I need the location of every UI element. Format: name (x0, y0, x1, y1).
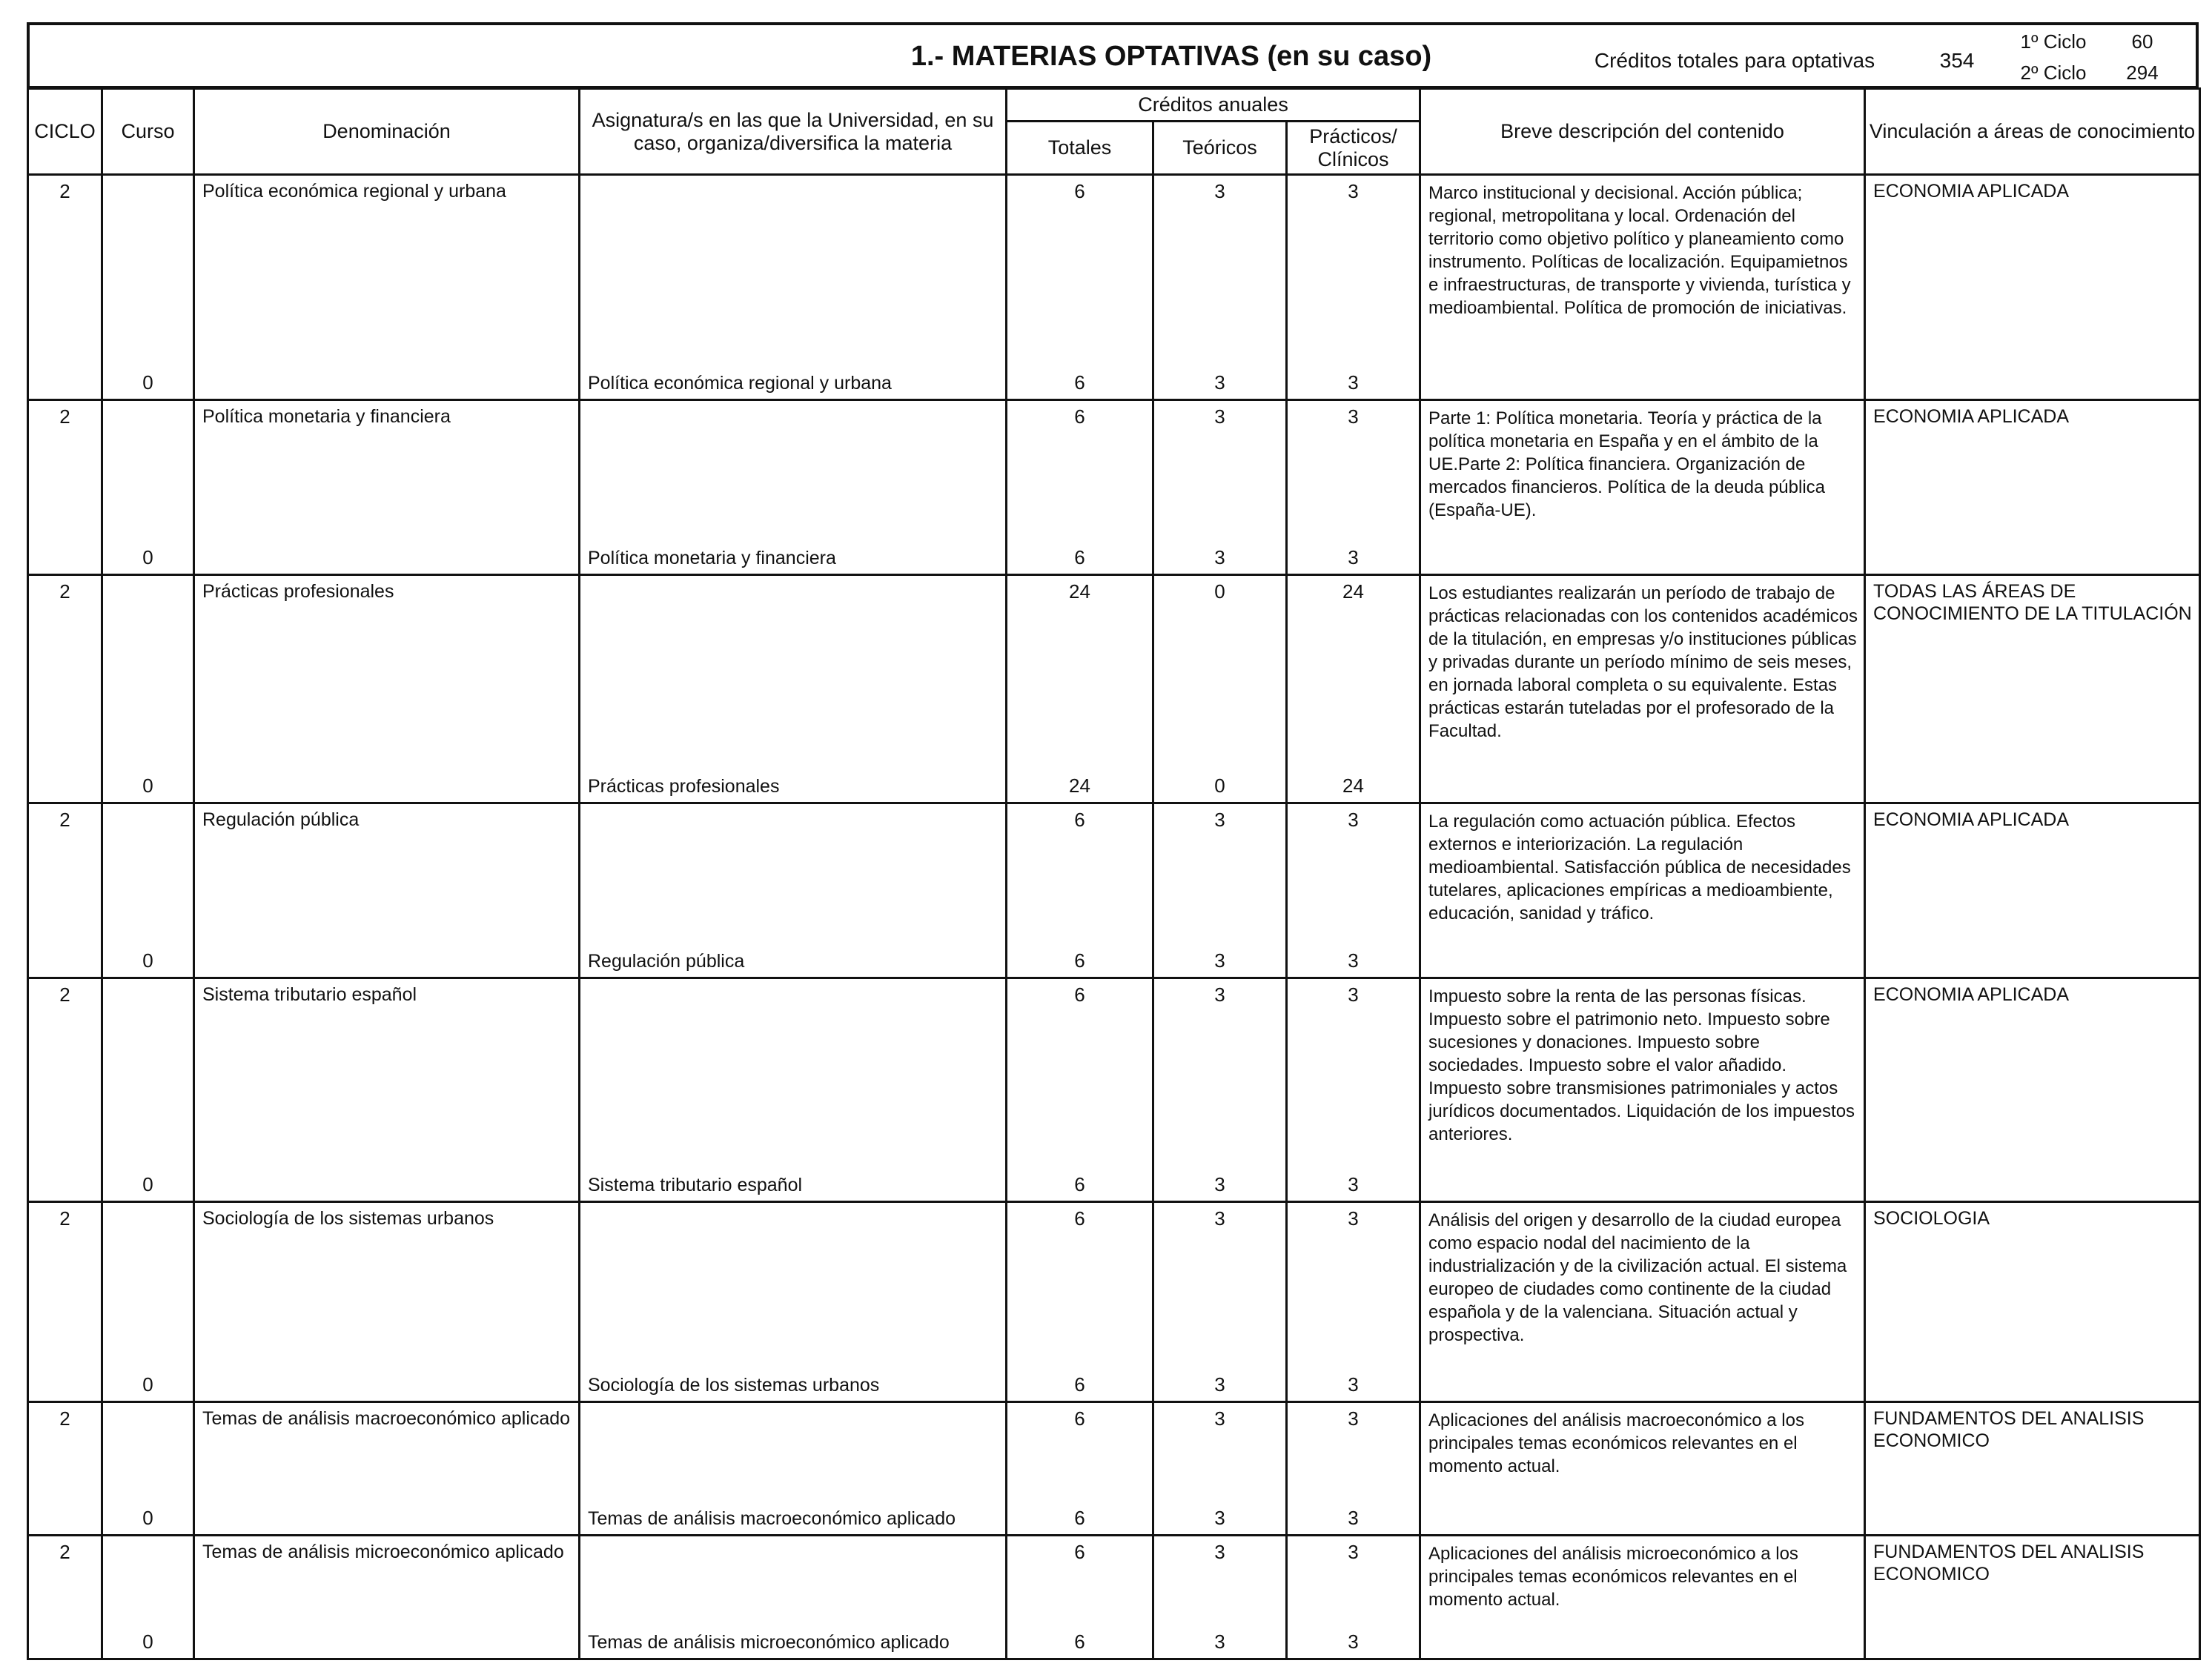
vinculacion-cell (1865, 1202, 2200, 1402)
teoricos-value: 3 (1214, 405, 1225, 428)
table-row (28, 175, 2200, 400)
asig-teoricos-value: 3 (1214, 1506, 1225, 1529)
cycle2-value: 294 (2126, 61, 2159, 84)
teoricos-cell (1153, 803, 1287, 978)
asig-teoricos-value: 3 (1214, 1373, 1225, 1396)
practicos-cell (1287, 978, 1420, 1202)
ciclo-value: 2 (59, 405, 70, 428)
curso-cell (102, 575, 194, 803)
ciclo-cell (28, 1202, 102, 1402)
curso-value: 0 (142, 546, 153, 569)
descripcion-cell (1420, 575, 1865, 803)
col-header-curso: Curso (102, 89, 194, 175)
practicos-value: 3 (1348, 1407, 1359, 1430)
practicos-value: 3 (1348, 983, 1359, 1006)
practicos-cell (1287, 575, 1420, 803)
ciclo-cell (28, 978, 102, 1202)
asig-practicos-value: 3 (1348, 546, 1359, 569)
denominacion-value: Regulación pública (202, 809, 360, 831)
descripcion-value: Los estudiantes realizarán un período de trabajo de prácticas relacionadas con los contenidos académicos de la titulación, en empresas y/o instituciones públicas y privadas durante un período mínimo de seis meses, en jornada laboral completa o su equivalente. Estas prácticas estarán tuteladas por el profesorado de la Facultad. (1428, 583, 1858, 742)
teoricos-cell (1153, 1535, 1287, 1659)
asig-practicos-value: 24 (1342, 774, 1364, 797)
descripcion-cell (1420, 803, 1865, 978)
vinculacion-cell (1865, 803, 2200, 978)
totales-cell (1007, 575, 1153, 803)
practicos-cell (1287, 1402, 1420, 1535)
totales-value: 6 (1074, 1207, 1085, 1230)
asignatura-value: Temas de análisis macroeconómico aplicado (588, 1507, 956, 1529)
curso-value: 0 (142, 774, 153, 797)
denominacion-value: Política económica regional y urbana (202, 181, 506, 202)
asig-practicos-value: 3 (1348, 371, 1359, 394)
totales-cell (1007, 175, 1153, 400)
table-row (28, 1202, 2200, 1402)
asignatura-value: Sociología de los sistemas urbanos (588, 1375, 880, 1396)
vinculacion-cell (1865, 1402, 2200, 1535)
totales-value: 24 (1069, 580, 1090, 603)
teoricos-cell (1153, 575, 1287, 803)
vinculacion-value: FUNDAMENTOS DEL ANALISIS ECONOMICO (1873, 1408, 2145, 1452)
optional-subjects-table (27, 87, 2201, 1660)
teoricos-value: 3 (1214, 180, 1225, 202)
ciclo-value: 2 (59, 1207, 70, 1230)
ciclo-value: 2 (59, 180, 70, 202)
table-row (28, 803, 2200, 978)
descripcion-value: Aplicaciones del análisis macroeconómico a los principales temas económicos relevantes en el momento actual. (1428, 1410, 1804, 1477)
curso-value: 0 (142, 949, 153, 972)
asignatura-cell (580, 1402, 1007, 1535)
ciclo-value: 2 (59, 983, 70, 1006)
denominacion-cell (194, 978, 580, 1202)
practicos-cell (1287, 803, 1420, 978)
ciclo-cell (28, 1402, 102, 1535)
vinculacion-cell (1865, 978, 2200, 1202)
asignatura-cell (580, 803, 1007, 978)
asignatura-value: Regulación pública (588, 951, 745, 972)
ciclo-value: 2 (59, 809, 70, 832)
teoricos-value: 0 (1214, 580, 1225, 603)
curso-value: 0 (142, 371, 153, 394)
totales-value: 6 (1074, 809, 1085, 832)
asig-teoricos-value: 3 (1214, 1630, 1225, 1653)
table-row (28, 1402, 2200, 1535)
curso-cell (102, 1202, 194, 1402)
descripcion-cell (1420, 1535, 1865, 1659)
practicos-cell (1287, 1202, 1420, 1402)
curso-cell (102, 978, 194, 1202)
curso-value: 0 (142, 1173, 153, 1196)
descripcion-value: Impuesto sobre la renta de las personas físicas. Impuesto sobre el patrimonio neto. Impuesto sobre sucesiones y donaciones. Impuesto sobre sociedades. Impuesto sobre el valor añadido. Impuesto sobre transmisiones patrimoniales y actos jurídicos documentados. Liquidación de los impuestos anteriores. (1428, 986, 1855, 1145)
teoricos-cell (1153, 1402, 1287, 1535)
table-row (28, 1535, 2200, 1659)
teoricos-value: 3 (1214, 1407, 1225, 1430)
curso-value: 0 (142, 1630, 153, 1653)
teoricos-cell (1153, 1202, 1287, 1402)
curso-cell (102, 1535, 194, 1659)
asignatura-value: Política monetaria y financiera (588, 548, 836, 569)
asignatura-value: Prácticas profesionales (588, 776, 780, 797)
ciclo-cell (28, 803, 102, 978)
table-row (28, 400, 2200, 575)
descripcion-value: Análisis del origen y desarrollo de la ciudad europea como espacio nodal del nacimiento de la industrialización y de la civilización actual. El sistema europeo de ciudades como continente de la ciudad española y de la valenciana. Situación actual y prospectiva. (1428, 1210, 1847, 1346)
vinculacion-cell (1865, 175, 2200, 400)
table-row (28, 575, 2200, 803)
totales-cell (1007, 1535, 1153, 1659)
cycle1-value: 60 (2131, 30, 2153, 53)
teoricos-value: 3 (1214, 809, 1225, 832)
practicos-value: 3 (1348, 809, 1359, 832)
denominacion-value: Política monetaria y financiera (202, 406, 451, 428)
descripcion-value: Marco institucional y decisional. Acción pública; regional, metropolitana y local. Ordenación del territorio como objetivo político y planeamiento como instrumento. Políticas de localización. Equipamietnos e infraestructuras, de transporte y vivienda, turística y medioambiental. Política de promoción de iniciativas. (1428, 183, 1851, 318)
asig-teoricos-value: 0 (1214, 774, 1225, 797)
asig-totales-value: 6 (1074, 371, 1085, 394)
asig-practicos-value: 3 (1348, 1173, 1359, 1196)
denominacion-cell (194, 1202, 580, 1402)
ciclo-cell (28, 575, 102, 803)
credits-total-label: Créditos totales para optativas (1594, 49, 1875, 72)
denominacion-value: Temas de análisis microeconómico aplicado (202, 1541, 564, 1562)
totales-value: 6 (1074, 405, 1085, 428)
totales-value: 6 (1074, 983, 1085, 1006)
asignatura-value: Temas de análisis microeconómico aplicado (588, 1632, 950, 1653)
teoricos-cell (1153, 400, 1287, 575)
teoricos-value: 3 (1214, 1540, 1225, 1563)
ciclo-value: 2 (59, 580, 70, 603)
vinculacion-value: ECONOMIA APLICADA (1873, 181, 2069, 202)
descripcion-cell (1420, 1402, 1865, 1535)
totales-cell (1007, 400, 1153, 575)
asignatura-cell (580, 1202, 1007, 1402)
denominacion-value: Sociología de los sistemas urbanos (202, 1208, 494, 1230)
col-header-practicos: Prácticos/ Clínicos (1287, 122, 1420, 175)
teoricos-value: 3 (1214, 983, 1225, 1006)
curso-cell (102, 400, 194, 575)
practicos-value: 3 (1348, 1540, 1359, 1563)
denominacion-cell (194, 1535, 580, 1659)
practicos-cell (1287, 175, 1420, 400)
descripcion-cell (1420, 978, 1865, 1202)
asig-totales-value: 6 (1074, 1630, 1085, 1653)
practicos-value: 3 (1348, 180, 1359, 202)
table-row (28, 978, 2200, 1202)
teoricos-cell (1153, 175, 1287, 400)
asig-totales-value: 6 (1074, 1373, 1085, 1396)
totales-value: 6 (1074, 1540, 1085, 1563)
descripcion-value: Parte 1: Política monetaria. Teoría y práctica de la política monetaria en España y en el ámbito de la UE.Parte 2: Política financiera. Organización de mercados financieros. Política de la deuda pública (España-UE). (1428, 408, 1826, 521)
asig-totales-value: 6 (1074, 949, 1085, 972)
asig-totales-value: 24 (1069, 774, 1090, 797)
teoricos-value: 3 (1214, 1207, 1225, 1230)
asignatura-cell (580, 575, 1007, 803)
descripcion-cell (1420, 175, 1865, 400)
vinculacion-cell (1865, 1535, 2200, 1659)
vinculacion-value: FUNDAMENTOS DEL ANALISIS ECONOMICO (1873, 1541, 2145, 1585)
col-header-descripcion: Breve descripción del contenido (1420, 89, 1865, 175)
asignatura-value: Sistema tributario español (588, 1175, 803, 1196)
asignatura-cell (580, 1535, 1007, 1659)
practicos-cell (1287, 1535, 1420, 1659)
ciclo-cell (28, 175, 102, 400)
practicos-cell (1287, 400, 1420, 575)
teoricos-cell (1153, 978, 1287, 1202)
asig-teoricos-value: 3 (1214, 546, 1225, 569)
curso-value: 0 (142, 1506, 153, 1529)
col-header-asignaturas: Asignatura/s en las que la Universidad, en su caso, organiza/diversifica la materia (580, 89, 1007, 175)
asig-totales-value: 6 (1074, 1506, 1085, 1529)
denominacion-cell (194, 175, 580, 400)
practicos-value: 3 (1348, 1207, 1359, 1230)
totales-cell (1007, 803, 1153, 978)
totales-value: 6 (1074, 1407, 1085, 1430)
curso-cell (102, 175, 194, 400)
asignatura-value: Política económica regional y urbana (588, 373, 892, 394)
denominacion-value: Sistema tributario español (202, 984, 417, 1006)
descripcion-cell (1420, 400, 1865, 575)
page-title: 1.- MATERIAS OPTATIVAS (en su caso) (910, 40, 1432, 72)
curso-cell (102, 1402, 194, 1535)
cycle1-label: 1º Ciclo (2020, 30, 2087, 53)
col-header-ciclo: CICLO (28, 89, 102, 175)
descripcion-value: La regulación como actuación pública. Efectos externos e interiorización. La regulación medioambiental. Satisfacción pública de necesidades tutelares, aplicaciones empíricas a medioambiente, educación, sanidad y tráfico. (1428, 812, 1851, 924)
descripcion-cell (1420, 1202, 1865, 1402)
curso-value: 0 (142, 1373, 153, 1396)
header-box (27, 22, 2199, 89)
totales-cell (1007, 978, 1153, 1202)
denominacion-value: Prácticas profesionales (202, 581, 394, 603)
asignatura-cell (580, 978, 1007, 1202)
asignatura-cell (580, 400, 1007, 575)
vinculacion-value: TODAS LAS ÁREAS DE CONOCIMIENTO DE LA TITULACIÓN (1873, 581, 2192, 625)
col-header-denominacion: Denominación (194, 89, 580, 175)
vinculacion-cell (1865, 575, 2200, 803)
col-header-teoricos: Teóricos (1153, 122, 1287, 175)
asig-practicos-value: 3 (1348, 1506, 1359, 1529)
col-header-vinculacion: Vinculación a áreas de conocimiento (1865, 89, 2200, 175)
asig-practicos-value: 3 (1348, 949, 1359, 972)
totales-cell (1007, 1402, 1153, 1535)
curso-cell (102, 803, 194, 978)
practicos-value: 24 (1342, 580, 1364, 603)
denominacion-value: Temas de análisis macroeconómico aplicado (202, 1408, 571, 1430)
ciclo-cell (28, 1535, 102, 1659)
vinculacion-value: ECONOMIA APLICADA (1873, 809, 2069, 831)
credits-total-value: 354 (1939, 49, 1975, 72)
totales-value: 6 (1074, 180, 1085, 202)
denominacion-cell (194, 803, 580, 978)
denominacion-cell (194, 400, 580, 575)
vinculacion-value: ECONOMIA APLICADA (1873, 406, 2069, 428)
denominacion-cell (194, 1402, 580, 1535)
ciclo-value: 2 (59, 1540, 70, 1563)
vinculacion-cell (1865, 400, 2200, 575)
col-header-creditos-anuales: Créditos anuales (1007, 89, 1420, 122)
asignatura-cell (580, 175, 1007, 400)
col-header-totales: Totales (1007, 122, 1153, 175)
cycle2-label: 2º Ciclo (2020, 61, 2087, 84)
ciclo-value: 2 (59, 1407, 70, 1430)
vinculacion-value: SOCIOLOGIA (1873, 1208, 1990, 1230)
asig-practicos-value: 3 (1348, 1373, 1359, 1396)
denominacion-cell (194, 575, 580, 803)
asig-teoricos-value: 3 (1214, 1173, 1225, 1196)
asig-totales-value: 6 (1074, 1173, 1085, 1196)
asig-teoricos-value: 3 (1214, 371, 1225, 394)
descripcion-value: Aplicaciones del análisis microeconómico a los principales temas económicos relevantes en el momento actual. (1428, 1543, 1798, 1610)
asig-totales-value: 6 (1074, 546, 1085, 569)
asig-practicos-value: 3 (1348, 1630, 1359, 1653)
totales-cell (1007, 1202, 1153, 1402)
practicos-value: 3 (1348, 405, 1359, 428)
asig-teoricos-value: 3 (1214, 949, 1225, 972)
ciclo-cell (28, 400, 102, 575)
vinculacion-value: ECONOMIA APLICADA (1873, 984, 2069, 1006)
